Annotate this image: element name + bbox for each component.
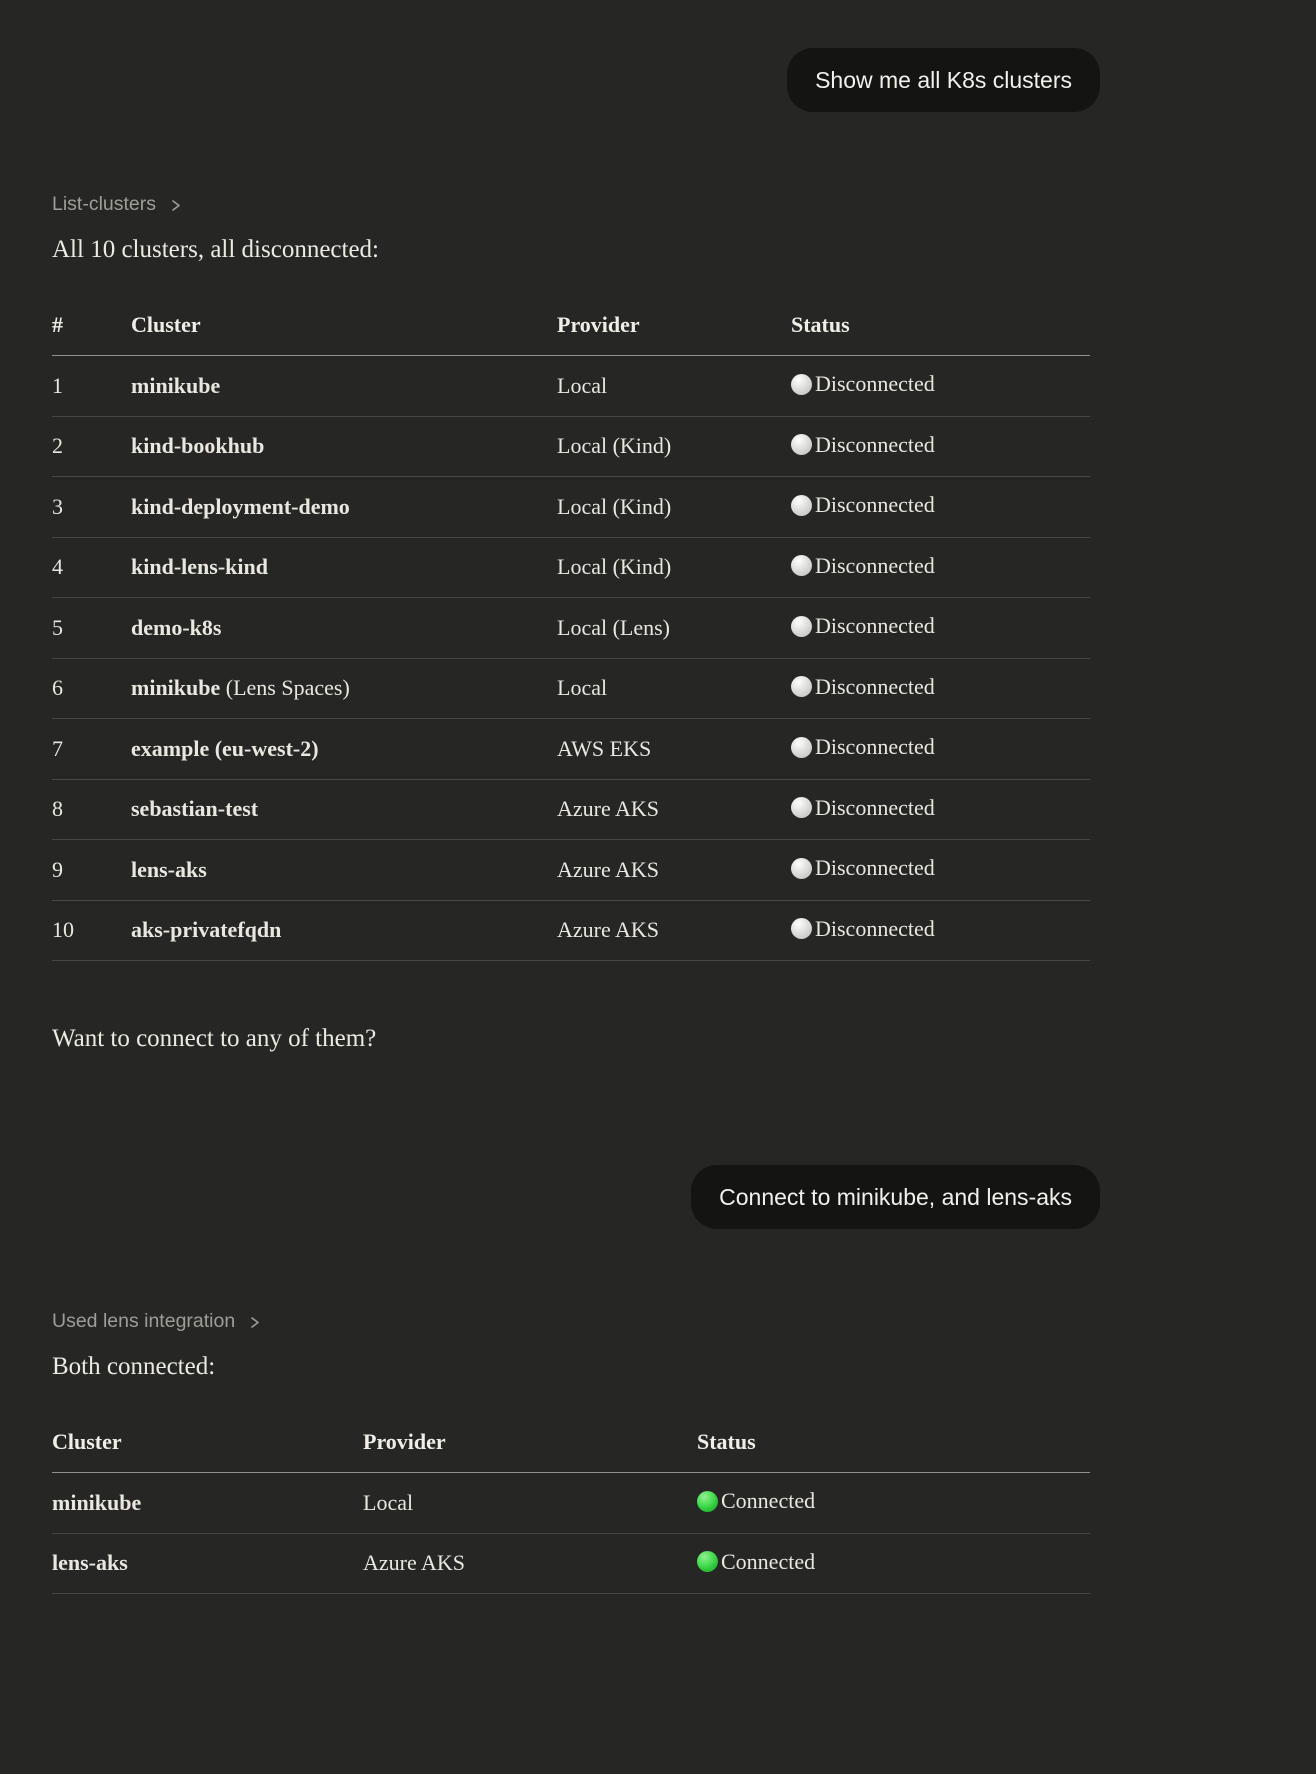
connected-intro-text: Both connected: — [52, 1353, 216, 1380]
table-header-row — [52, 1423, 1090, 1473]
table-row — [52, 477, 1090, 538]
white-circle-icon — [791, 434, 812, 455]
clusters-table-header — [52, 306, 1090, 356]
status-badge — [791, 613, 935, 639]
table-row — [52, 1533, 1090, 1594]
status-label: Disconnected — [815, 431, 935, 457]
green-circle-icon — [697, 1551, 718, 1572]
status-label: Disconnected — [815, 492, 935, 517]
tool-use-label: List-clusters — [52, 193, 157, 215]
status-label: Connected — [721, 1488, 816, 1513]
cluster-name-cell — [131, 900, 557, 961]
cluster-name: kind-deployment-demo — [131, 493, 350, 519]
cluster-name-cell — [52, 1473, 363, 1534]
status-badge — [791, 734, 935, 760]
provider-cell: Azure AKS — [557, 900, 791, 961]
cluster-name-cell — [131, 598, 557, 659]
white-circle-icon — [791, 616, 812, 637]
row-number: 7 — [52, 719, 131, 780]
user-message-row — [52, 1165, 1100, 1229]
cluster-name: lens-aks — [131, 856, 207, 882]
status-cell — [791, 779, 1090, 840]
user-message-bubble: Show me all K8s clusters — [787, 48, 1100, 112]
provider-cell: AWS EKS — [557, 719, 791, 780]
status-badge — [791, 492, 935, 518]
connect-question-text: Want to connect to any of them? — [52, 1025, 377, 1052]
status-cell — [791, 477, 1090, 538]
status-badge — [791, 371, 935, 397]
status-cell — [791, 598, 1090, 659]
cluster-name: example (eu-west-2) — [131, 735, 319, 761]
green-circle-icon — [697, 1491, 718, 1512]
cluster-name: demo-k8s — [131, 614, 222, 640]
table-row — [52, 356, 1090, 417]
white-circle-icon — [791, 495, 812, 516]
chevron-right-icon — [168, 198, 183, 213]
user-message-bubble: Connect to minikube, and lens-aks — [691, 1165, 1100, 1229]
table-row — [52, 598, 1090, 659]
row-number: 5 — [52, 598, 131, 659]
status-label: Disconnected — [815, 855, 935, 880]
provider-cell: Local — [363, 1473, 697, 1534]
tool-use-label: Used lens integration — [52, 1310, 236, 1332]
cluster-name: minikube — [52, 1489, 142, 1515]
table-row — [52, 840, 1090, 901]
row-number: 9 — [52, 840, 131, 901]
column-header: # — [52, 306, 131, 356]
status-label: Disconnected — [815, 673, 935, 699]
status-label: Disconnected — [815, 552, 935, 578]
tool-use-list-clusters[interactable] — [52, 193, 183, 216]
white-circle-icon — [791, 858, 812, 879]
row-number: 8 — [52, 779, 131, 840]
column-header: Cluster — [131, 306, 557, 356]
row-number: 10 — [52, 900, 131, 961]
clusters-table-body — [52, 356, 1090, 961]
status-cell — [791, 356, 1090, 417]
table-row — [52, 658, 1090, 719]
status-label: Disconnected — [815, 613, 935, 638]
cluster-name-cell — [131, 477, 557, 538]
table-row — [52, 719, 1090, 780]
status-badge — [697, 1488, 815, 1514]
cluster-name-cell — [131, 416, 557, 477]
status-cell — [791, 900, 1090, 961]
status-badge — [791, 553, 935, 579]
white-circle-icon — [791, 737, 812, 758]
cluster-name: sebastian-test — [131, 796, 259, 822]
row-number: 2 — [52, 416, 131, 477]
row-number: 6 — [52, 658, 131, 719]
provider-cell: Local (Lens) — [557, 598, 791, 659]
status-label: Disconnected — [815, 734, 935, 759]
table-row — [52, 779, 1090, 840]
status-badge — [791, 795, 935, 821]
row-number: 3 — [52, 477, 131, 538]
status-badge — [697, 1549, 815, 1575]
cluster-name-cell — [131, 719, 557, 780]
provider-cell: Local (Kind) — [557, 477, 791, 538]
white-circle-icon — [791, 797, 812, 818]
column-header: Status — [791, 306, 1090, 356]
status-cell — [791, 658, 1090, 719]
status-cell — [791, 416, 1090, 477]
white-circle-icon — [791, 374, 812, 395]
connected-table — [52, 1423, 1090, 1594]
status-cell — [791, 537, 1090, 598]
white-circle-icon — [791, 676, 812, 697]
cluster-name-cell — [131, 658, 557, 719]
provider-cell: Local (Kind) — [557, 416, 791, 477]
status-cell — [791, 719, 1090, 780]
status-label: Disconnected — [815, 915, 935, 941]
table-row — [52, 416, 1090, 477]
cluster-name-cell — [131, 779, 557, 840]
row-number: 1 — [52, 356, 131, 417]
connected-table-body — [52, 1473, 1090, 1594]
provider-cell: Local — [557, 658, 791, 719]
cluster-name: minikube — [131, 372, 221, 398]
status-label: Connected — [721, 1548, 816, 1574]
status-cell — [697, 1533, 1090, 1594]
table-row — [52, 1473, 1090, 1534]
status-badge — [791, 855, 935, 881]
status-label: Disconnected — [815, 794, 935, 820]
provider-cell: Local — [557, 356, 791, 417]
cluster-name: aks-privatefqdn — [131, 917, 282, 943]
table-header-row — [52, 306, 1090, 356]
assistant-response-2 — [52, 1229, 1100, 1594]
status-label: Disconnected — [815, 371, 935, 396]
provider-cell: Local (Kind) — [557, 537, 791, 598]
column-header: Status — [697, 1423, 1090, 1473]
white-circle-icon — [791, 555, 812, 576]
clusters-intro-text: All 10 clusters, all disconnected: — [52, 236, 380, 263]
status-badge — [791, 432, 935, 458]
assistant-response-1 — [52, 112, 1100, 1055]
column-header: Cluster — [52, 1423, 363, 1473]
provider-cell: Azure AKS — [557, 840, 791, 901]
cluster-name-cell — [131, 356, 557, 417]
status-badge — [791, 916, 935, 942]
user-message-row — [52, 48, 1100, 112]
connected-table-header — [52, 1423, 1090, 1473]
status-badge — [791, 674, 935, 700]
cluster-name: minikube — [131, 675, 221, 701]
cluster-name-cell — [131, 840, 557, 901]
cluster-name-suffix: (Lens Spaces) — [220, 675, 350, 701]
chevron-right-icon — [247, 1315, 262, 1330]
provider-cell: Azure AKS — [363, 1533, 697, 1594]
status-cell — [697, 1473, 1090, 1534]
provider-cell: Azure AKS — [557, 779, 791, 840]
cluster-name: lens-aks — [52, 1550, 128, 1576]
status-cell — [791, 840, 1090, 901]
cluster-name-cell — [131, 537, 557, 598]
row-number: 4 — [52, 537, 131, 598]
column-header: Provider — [363, 1423, 697, 1473]
column-header: Provider — [557, 306, 791, 356]
tool-use-lens-integration[interactable] — [52, 1310, 262, 1333]
white-circle-icon — [791, 918, 812, 939]
cluster-name: kind-lens-kind — [131, 554, 268, 580]
clusters-table — [52, 306, 1090, 961]
cluster-name-cell — [52, 1533, 363, 1594]
cluster-name: kind-bookhub — [131, 433, 265, 459]
table-row — [52, 537, 1090, 598]
table-row — [52, 900, 1090, 961]
